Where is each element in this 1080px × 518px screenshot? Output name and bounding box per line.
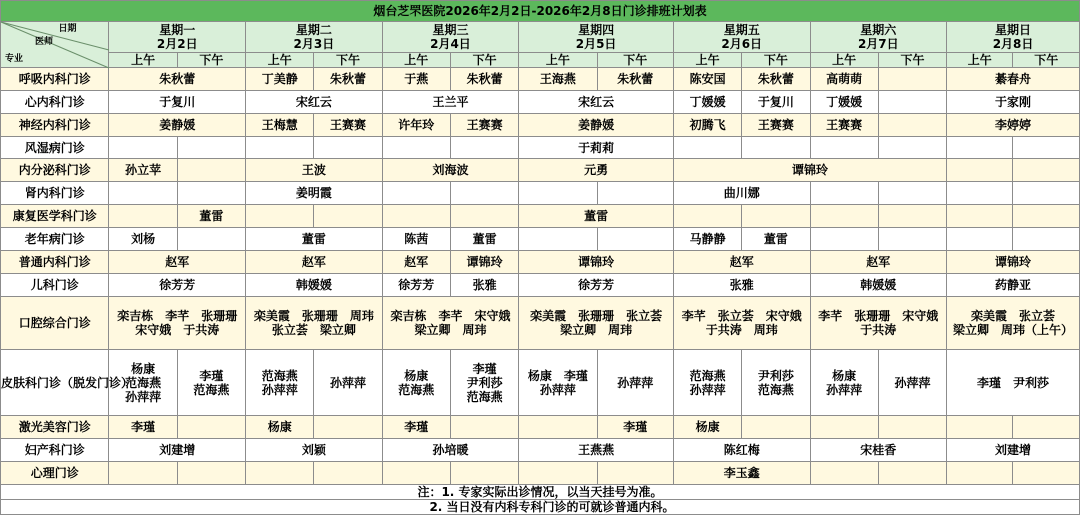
pm-header: 下午 bbox=[878, 53, 946, 68]
doctor-cell bbox=[673, 205, 741, 228]
doctor-cell: 刘建增 bbox=[947, 439, 1080, 462]
day-weekday: 星期三 bbox=[432, 23, 469, 37]
doctor-cell bbox=[519, 416, 597, 439]
am-header: 上午 bbox=[109, 53, 177, 68]
doctor-cell: 陈安国 bbox=[673, 68, 741, 91]
doctor-cell bbox=[673, 137, 741, 159]
am-header: 上午 bbox=[947, 53, 1013, 68]
doctor-cell bbox=[878, 137, 946, 159]
schedule-row bbox=[1, 228, 1080, 251]
doctor-cell: 赵军 bbox=[382, 251, 450, 274]
am-header: 上午 bbox=[810, 53, 878, 68]
doctor-cell bbox=[314, 137, 382, 159]
doctor-cell: 丁媛媛 bbox=[673, 91, 741, 114]
doctor-cell: 徐芳芳 bbox=[109, 274, 246, 297]
footnote: 2. 当日没有内科专科门诊的可就诊普通内科。 bbox=[1, 500, 1080, 515]
doctor-name-line: 栾美霞 张珊珊 周玮 bbox=[253, 309, 374, 323]
am-header: 上午 bbox=[673, 53, 741, 68]
doctor-cell: 谭锦玲 bbox=[519, 251, 674, 274]
doctor-cell bbox=[742, 137, 810, 159]
doctor-cell: 王兰平 bbox=[382, 91, 519, 114]
doctor-cell: 朱秋蕾 bbox=[597, 68, 673, 91]
schedule-row bbox=[1, 439, 1080, 462]
doctor-cell: 赵军 bbox=[673, 251, 810, 274]
department-name: 呼吸内科门诊 bbox=[1, 68, 109, 91]
doctor-cell bbox=[246, 297, 383, 350]
doctor-name-line: 杨康 李瑾 bbox=[527, 368, 588, 383]
doctor-cell bbox=[177, 416, 245, 439]
doctor-name-line: 栾美霞 张珊珊 张立荟 bbox=[530, 309, 663, 323]
schedule-row bbox=[1, 274, 1080, 297]
doctor-cell bbox=[947, 159, 1013, 182]
doctor-cell: 李瑾 bbox=[597, 416, 673, 439]
doctor-cell bbox=[246, 350, 314, 416]
doctor-cell: 李婷婷 bbox=[947, 114, 1080, 137]
corner-doctor-label: 医师 bbox=[35, 37, 54, 47]
doctor-cell: 王海燕 bbox=[519, 68, 597, 91]
department-name: 口腔综合门诊 bbox=[1, 297, 109, 350]
doctor-cell: 刘杨 bbox=[109, 228, 177, 251]
doctor-cell: 孙萍萍 bbox=[878, 350, 946, 416]
doctor-cell: 丁美静 bbox=[246, 68, 314, 91]
doctor-cell: 药静亚 bbox=[947, 274, 1080, 297]
doctor-cell: 李瑾 bbox=[109, 416, 177, 439]
doctor-cell bbox=[519, 182, 597, 205]
doctor-cell bbox=[382, 462, 450, 485]
doctor-cell bbox=[810, 462, 878, 485]
doctor-cell bbox=[177, 350, 245, 416]
doctor-cell bbox=[246, 462, 314, 485]
schedule-row bbox=[1, 114, 1080, 137]
schedule-row bbox=[1, 137, 1080, 159]
doctor-cell bbox=[947, 462, 1013, 485]
doctor-cell: 姜静媛 bbox=[109, 114, 246, 137]
doctor-cell: 谭锦玲 bbox=[673, 159, 946, 182]
doctor-cell bbox=[810, 137, 878, 159]
doctor-cell bbox=[109, 297, 246, 350]
department-name: 神经内科门诊 bbox=[1, 114, 109, 137]
doctor-cell bbox=[597, 228, 673, 251]
doctor-cell bbox=[382, 350, 450, 416]
doctor-name-line: 孙萍萍 bbox=[261, 382, 298, 397]
doctor-cell: 张雅 bbox=[673, 274, 810, 297]
doctor-cell bbox=[382, 297, 519, 350]
doctor-cell bbox=[810, 297, 947, 350]
department-name: 老年病门诊 bbox=[1, 228, 109, 251]
doctor-cell bbox=[382, 182, 450, 205]
doctor-cell bbox=[810, 205, 878, 228]
doctor-cell bbox=[1013, 182, 1080, 205]
doctor-name-line: 李芊 张立荟 宋守娥 bbox=[681, 309, 802, 323]
doctor-cell: 马静静 bbox=[673, 228, 741, 251]
doctor-cell: 宋桂香 bbox=[810, 439, 947, 462]
doctor-cell bbox=[947, 228, 1013, 251]
doctor-cell: 刘颖 bbox=[246, 439, 383, 462]
doctor-cell bbox=[109, 462, 177, 485]
doctor-cell bbox=[382, 137, 450, 159]
doctor-cell bbox=[382, 205, 450, 228]
doctor-cell: 宋红云 bbox=[519, 91, 674, 114]
doctor-cell: 王波 bbox=[246, 159, 383, 182]
doctor-name-line: 李瑾 bbox=[199, 368, 224, 383]
doctor-cell bbox=[597, 182, 673, 205]
doctor-cell bbox=[878, 228, 946, 251]
doctor-name-line: 栾美霞 张立荟 bbox=[971, 309, 1056, 323]
doctor-name-line: 尹利莎 bbox=[466, 375, 503, 390]
doctor-cell bbox=[246, 205, 314, 228]
doctor-cell: 王燕燕 bbox=[519, 439, 674, 462]
doctor-cell: 徐芳芳 bbox=[519, 274, 674, 297]
doctor-name-line: 孙萍萍 bbox=[539, 382, 576, 397]
doctor-cell: 董雷 bbox=[246, 228, 383, 251]
header-corner bbox=[1, 22, 109, 68]
department-name: 儿科门诊 bbox=[1, 274, 109, 297]
doctor-name-line: 张立荟 梁立卿 bbox=[271, 323, 356, 337]
department-name-line: 皮肤科门诊 bbox=[1, 375, 62, 390]
doctor-cell bbox=[878, 416, 946, 439]
department-name: 内分泌科门诊 bbox=[1, 159, 109, 182]
day-weekday: 星期五 bbox=[723, 23, 760, 37]
page-title: 烟台芝罘医院2026年2月2日-2026年2月8日门诊排班计划表 bbox=[1, 1, 1080, 22]
doctor-cell bbox=[450, 182, 518, 205]
doctor-cell: 赵军 bbox=[109, 251, 246, 274]
doctor-cell bbox=[177, 137, 245, 159]
footnote: 注：1. 专家实际出诊情况，以当天挂号为准。 bbox=[1, 485, 1080, 500]
schedule-row bbox=[1, 416, 1080, 439]
doctor-cell bbox=[673, 297, 810, 350]
doctor-cell bbox=[519, 350, 597, 416]
day-date: 2月3日 bbox=[293, 37, 335, 51]
doctor-name-line: 孙萍萍 bbox=[125, 389, 162, 404]
doctor-cell: 李瑾 尹利莎 bbox=[947, 350, 1080, 416]
doctor-cell: 董雷 bbox=[742, 228, 810, 251]
day-weekday: 星期日 bbox=[995, 23, 1032, 37]
department-name: 心理门诊 bbox=[1, 462, 109, 485]
department-name: 普通内科门诊 bbox=[1, 251, 109, 274]
doctor-cell: 刘建增 bbox=[109, 439, 246, 462]
doctor-cell: 王梅慧 bbox=[246, 114, 314, 137]
doctor-cell bbox=[947, 297, 1080, 350]
doctor-cell bbox=[742, 205, 810, 228]
pm-header: 下午 bbox=[177, 53, 245, 68]
doctor-name-line: 杨康 bbox=[404, 368, 429, 383]
pm-header: 下午 bbox=[597, 53, 673, 68]
doctor-cell bbox=[177, 462, 245, 485]
day-date: 2月8日 bbox=[992, 37, 1034, 51]
doctor-cell bbox=[878, 114, 946, 137]
doctor-cell bbox=[810, 182, 878, 205]
doctor-name-line: 尹利莎 bbox=[757, 368, 794, 383]
doctor-name-line: 孙萍萍 bbox=[826, 382, 863, 397]
doctor-cell bbox=[450, 416, 518, 439]
schedule-row bbox=[1, 182, 1080, 205]
doctor-cell bbox=[519, 462, 597, 485]
doctor-cell bbox=[947, 416, 1013, 439]
doctor-cell: 赵军 bbox=[246, 251, 383, 274]
doctor-cell: 姜明霞 bbox=[246, 182, 383, 205]
day-header bbox=[947, 22, 1080, 53]
doctor-cell bbox=[450, 205, 518, 228]
doctor-cell: 姜静媛 bbox=[519, 114, 674, 137]
department-name-line: （脱发门诊） bbox=[61, 375, 134, 390]
doctor-cell bbox=[878, 91, 946, 114]
doctor-cell: 徐芳芳 bbox=[382, 274, 450, 297]
doctor-cell bbox=[947, 205, 1013, 228]
day-header bbox=[246, 22, 383, 53]
doctor-cell bbox=[810, 228, 878, 251]
doctor-cell: 孙培暖 bbox=[382, 439, 519, 462]
doctor-cell bbox=[109, 182, 177, 205]
doctor-cell bbox=[597, 462, 673, 485]
doctor-cell: 刘海波 bbox=[382, 159, 519, 182]
schedule-row bbox=[1, 297, 1080, 350]
doctor-name-line: 范海燕 bbox=[193, 382, 230, 397]
department-name: 肾内科门诊 bbox=[1, 182, 109, 205]
am-header: 上午 bbox=[519, 53, 597, 68]
day-weekday: 星期六 bbox=[860, 23, 897, 37]
schedule-row bbox=[1, 159, 1080, 182]
schedule-row bbox=[1, 350, 1080, 416]
doctor-name-line: 杨康 bbox=[131, 361, 156, 376]
doctor-name-line: 范海燕 bbox=[398, 382, 435, 397]
doctor-cell bbox=[878, 182, 946, 205]
doctor-cell bbox=[673, 350, 741, 416]
doctor-cell: 李玉鑫 bbox=[673, 462, 810, 485]
schedule-row bbox=[1, 91, 1080, 114]
doctor-cell bbox=[742, 350, 810, 416]
doctor-cell bbox=[314, 416, 382, 439]
day-weekday: 星期二 bbox=[295, 23, 332, 37]
doctor-cell: 于家刚 bbox=[947, 91, 1080, 114]
doctor-name-line: 杨康 bbox=[832, 368, 857, 383]
doctor-cell: 于复川 bbox=[109, 91, 246, 114]
doctor-cell bbox=[878, 462, 946, 485]
doctor-name-line: 范海燕 bbox=[466, 389, 503, 404]
pm-header: 下午 bbox=[1013, 53, 1080, 68]
doctor-name-line: 范海燕 bbox=[757, 382, 794, 397]
doctor-cell: 朱秋蕾 bbox=[314, 68, 382, 91]
schedule-row bbox=[1, 205, 1080, 228]
doctor-cell bbox=[810, 416, 878, 439]
department-name: 妇产科门诊 bbox=[1, 439, 109, 462]
doctor-cell: 赵军 bbox=[810, 251, 947, 274]
doctor-cell: 孙萍萍 bbox=[597, 350, 673, 416]
schedule-row bbox=[1, 251, 1080, 274]
day-date: 2月4日 bbox=[430, 37, 471, 51]
doctor-name-line: 于共涛 周玮 bbox=[705, 323, 778, 337]
department-name: 激光美容门诊 bbox=[1, 416, 109, 439]
doctor-cell: 元勇 bbox=[519, 159, 674, 182]
doctor-cell: 陈红梅 bbox=[673, 439, 810, 462]
doctor-cell bbox=[450, 350, 518, 416]
doctor-cell bbox=[878, 205, 946, 228]
day-weekday: 星期四 bbox=[578, 23, 615, 37]
doctor-cell: 谭锦玲 bbox=[450, 251, 518, 274]
doctor-cell bbox=[177, 159, 245, 182]
doctor-cell: 曲川娜 bbox=[673, 182, 810, 205]
doctor-cell bbox=[177, 182, 245, 205]
doctor-cell: 于燕 bbox=[382, 68, 450, 91]
doctor-cell: 高萌萌 bbox=[810, 68, 878, 91]
doctor-cell: 孙立苹 bbox=[109, 159, 177, 182]
doctor-cell: 王赛赛 bbox=[314, 114, 382, 137]
day-header bbox=[109, 22, 246, 53]
doctor-name-line: 范海燕 bbox=[689, 368, 726, 383]
doctor-cell bbox=[947, 137, 1013, 159]
doctor-cell bbox=[450, 137, 518, 159]
day-header bbox=[519, 22, 674, 53]
doctor-cell bbox=[519, 228, 597, 251]
doctor-cell bbox=[1013, 228, 1080, 251]
am-header: 上午 bbox=[382, 53, 450, 68]
department-name: 风湿病门诊 bbox=[1, 137, 109, 159]
doctor-cell bbox=[1013, 416, 1080, 439]
schedule-row bbox=[1, 462, 1080, 485]
doctor-cell: 谭锦玲 bbox=[947, 251, 1080, 274]
doctor-cell: 董雷 bbox=[450, 228, 518, 251]
day-date: 2月2日 bbox=[156, 37, 198, 51]
doctor-name-line: 宋守娥 于共涛 bbox=[135, 323, 220, 337]
doctor-cell bbox=[810, 350, 878, 416]
department-name bbox=[1, 350, 134, 416]
doctor-name-line: 于共涛 bbox=[860, 323, 897, 337]
am-header: 上午 bbox=[246, 53, 314, 68]
pm-header: 下午 bbox=[314, 53, 382, 68]
doctor-cell: 于复川 bbox=[742, 91, 810, 114]
day-date: 2月6日 bbox=[721, 37, 763, 51]
doctor-cell: 杨康 bbox=[246, 416, 314, 439]
schedule-row bbox=[1, 68, 1080, 91]
doctor-cell: 朱秋蕾 bbox=[450, 68, 518, 91]
doctor-cell: 许年玲 bbox=[382, 114, 450, 137]
doctor-name-line: 范海燕 bbox=[125, 375, 162, 390]
doctor-cell bbox=[177, 228, 245, 251]
doctor-name-line: 梁立卿 周玮 bbox=[414, 323, 487, 337]
day-weekday: 星期一 bbox=[159, 23, 196, 37]
doctor-cell: 陈茜 bbox=[382, 228, 450, 251]
doctor-cell bbox=[742, 416, 810, 439]
doctor-cell bbox=[109, 137, 177, 159]
doctor-cell bbox=[878, 68, 946, 91]
doctor-cell: 初腾飞 bbox=[673, 114, 741, 137]
doctor-cell bbox=[947, 182, 1013, 205]
doctor-name-line: 栾吉栋 李芊 张珊珊 bbox=[117, 309, 238, 323]
corner-dept-label: 专业 bbox=[5, 54, 24, 64]
doctor-cell: 李瑾 bbox=[382, 416, 450, 439]
day-header bbox=[810, 22, 947, 53]
day-date: 2月5日 bbox=[575, 37, 617, 51]
doctor-cell bbox=[519, 297, 674, 350]
doctor-cell bbox=[450, 462, 518, 485]
doctor-name-line: 梁立卿 周玮 bbox=[560, 323, 633, 337]
doctor-cell: 韩媛媛 bbox=[246, 274, 383, 297]
doctor-cell: 朱秋蕾 bbox=[109, 68, 246, 91]
doctor-cell: 杨康 bbox=[673, 416, 741, 439]
doctor-cell: 朱秋蕾 bbox=[742, 68, 810, 91]
doctor-cell: 宋红云 bbox=[246, 91, 383, 114]
day-date: 2月7日 bbox=[857, 37, 899, 51]
doctor-cell: 董雷 bbox=[177, 205, 245, 228]
doctor-cell bbox=[314, 462, 382, 485]
doctor-name-line: 李芊 张珊珊 宋守娥 bbox=[818, 309, 939, 323]
doctor-cell bbox=[109, 205, 177, 228]
doctor-cell: 王赛赛 bbox=[450, 114, 518, 137]
doctor-cell bbox=[246, 137, 314, 159]
doctor-cell: 张雅 bbox=[450, 274, 518, 297]
doctor-name-line: 范海燕 bbox=[261, 368, 298, 383]
doctor-cell: 于莉莉 bbox=[519, 137, 674, 159]
day-header bbox=[673, 22, 810, 53]
day-header bbox=[382, 22, 519, 53]
department-name: 心内科门诊 bbox=[1, 91, 109, 114]
department-name: 康复医学科门诊 bbox=[1, 205, 109, 228]
doctor-name-line: 梁立卿 周玮（上午） bbox=[953, 323, 1074, 337]
doctor-cell: 王赛赛 bbox=[742, 114, 810, 137]
doctor-name-line: 李瑾 bbox=[472, 361, 497, 376]
doctor-cell: 綦春舟 bbox=[947, 68, 1080, 91]
doctor-cell bbox=[1013, 159, 1080, 182]
doctor-name-line: 栾吉栋 李芊 宋守娥 bbox=[390, 309, 511, 323]
doctor-cell: 董雷 bbox=[519, 205, 674, 228]
doctor-name-line: 孙萍萍 bbox=[689, 382, 726, 397]
doctor-cell: 孙萍萍 bbox=[314, 350, 382, 416]
doctor-cell bbox=[1013, 205, 1080, 228]
pm-header: 下午 bbox=[450, 53, 518, 68]
doctor-cell bbox=[1013, 462, 1080, 485]
doctor-cell: 王赛赛 bbox=[810, 114, 878, 137]
doctor-cell bbox=[314, 205, 382, 228]
corner-date-label: 日期 bbox=[58, 24, 77, 34]
pm-header: 下午 bbox=[742, 53, 810, 68]
doctor-cell bbox=[1013, 137, 1080, 159]
doctor-cell: 韩媛媛 bbox=[810, 274, 947, 297]
doctor-cell: 丁媛媛 bbox=[810, 91, 878, 114]
